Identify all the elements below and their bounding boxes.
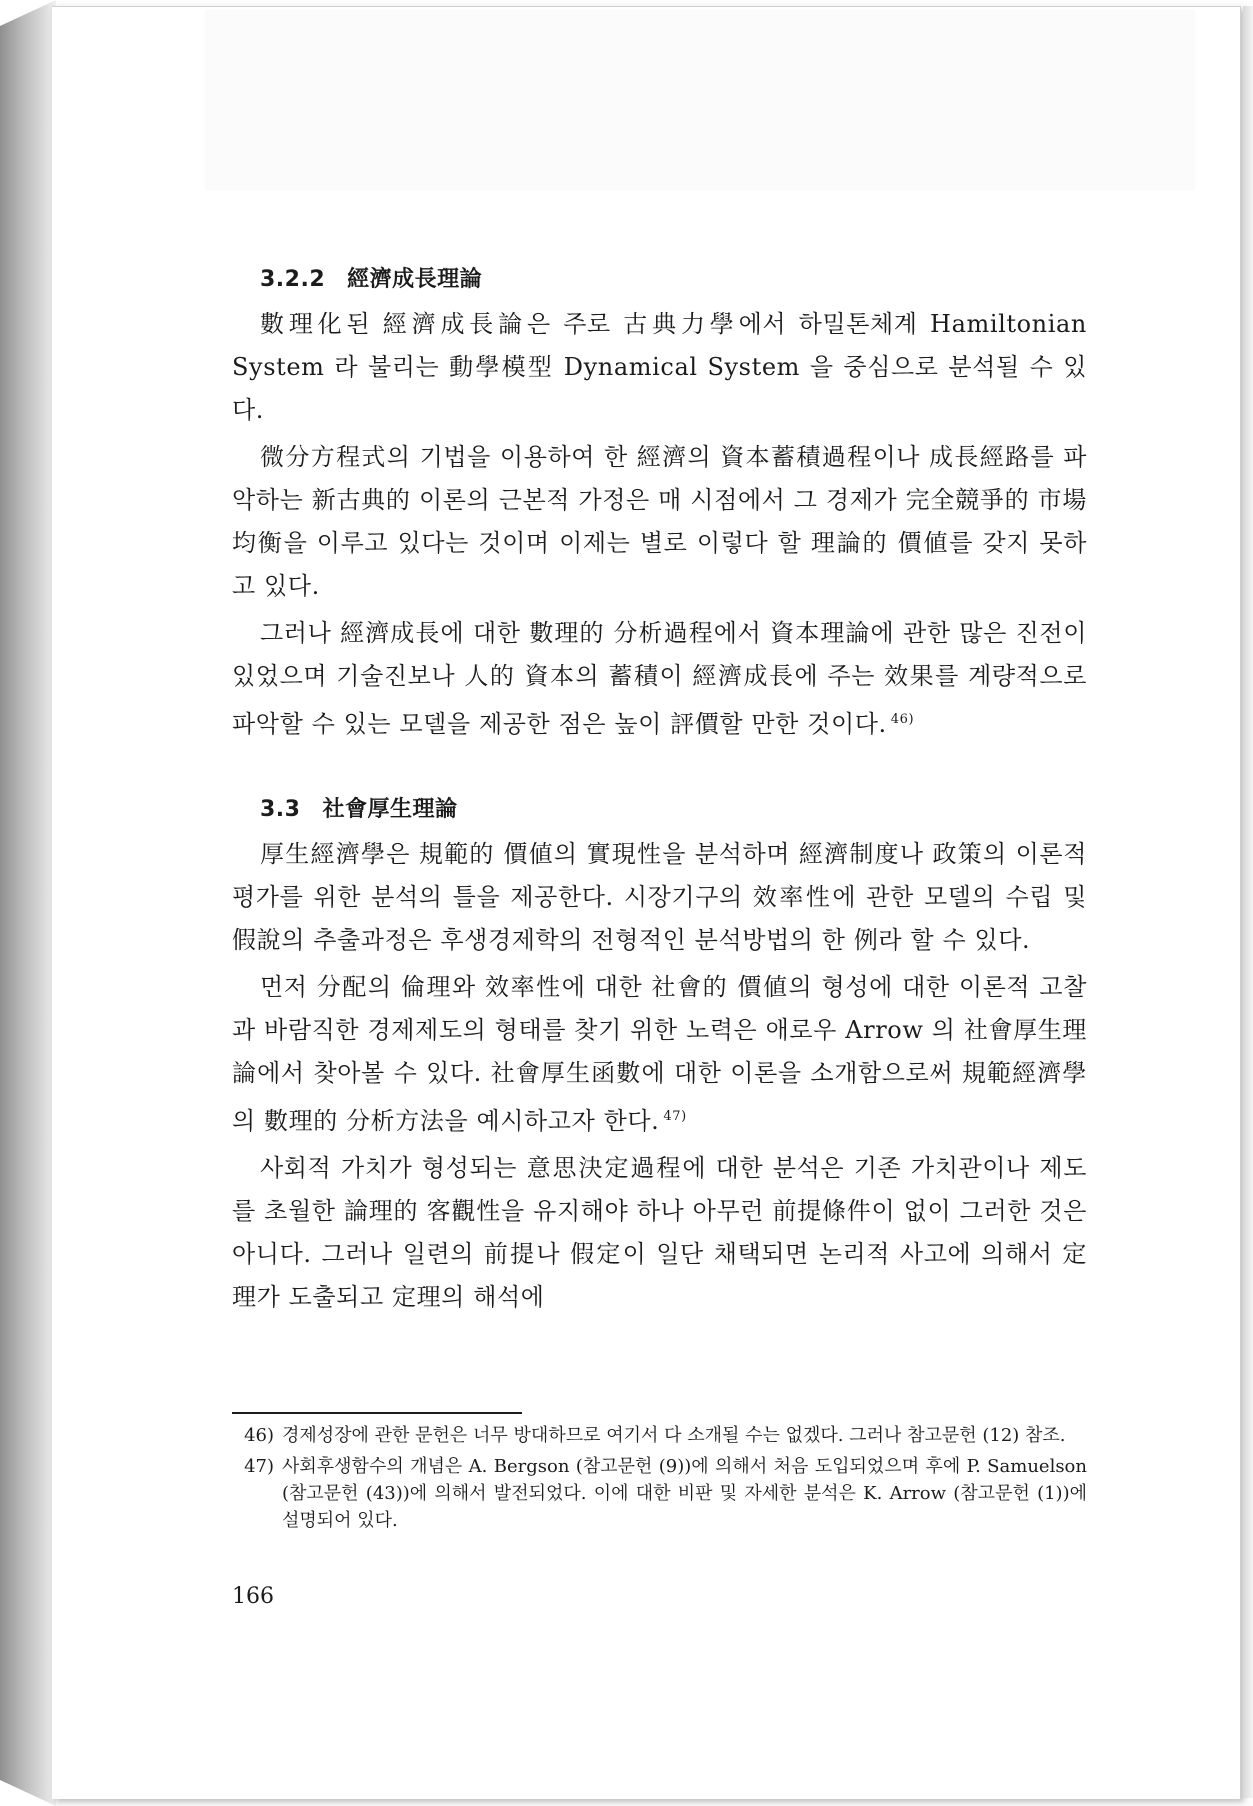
footnote-number: 47) bbox=[244, 1456, 274, 1477]
paragraph: 사회적 가치가 형성되는 意思決定過程에 대한 분석은 기존 가치관이나 제도를 초월한 論理的 客觀性을 유지해야 하나 아무런 前提條件이 없이 그러한 것은 아니다. 그러나 일련의 前提나 假定이 일단 채택되면 논리적 사고에 의해서 定理가 도출되고 定理의 해석에 bbox=[232, 1154, 1087, 1311]
section-heading-3-3 bbox=[260, 792, 1087, 823]
page-number: 166 bbox=[232, 1584, 274, 1609]
page-edge bbox=[1243, 6, 1253, 1798]
footnote-ref-47[interactable]: 47) bbox=[663, 1109, 687, 1124]
footnote-text: 사회후생함수의 개념은 A. Bergson (참고문헌 (9))에 의해서 처음 도입되었으며 후에 P. Samuelson (참고문헌 (43))에 의해서 발전되었다. 이에 대한 비판 및 자세한 분석은 K. Arrow (참고문헌 (1))에 설명되어 있다. bbox=[282, 1456, 1087, 1531]
paragraph-text: 그러나 經濟成長에 대한 數理的 分析過程에서 資本理論에 관한 많은 진전이 있었으며 기술진보나 人的 資本의 蓄積이 經濟成長에 주는 效果를 계량적으로 파악할 수 있는 모델을 제공한 점은 높이 評價할 만한 것이다. bbox=[232, 619, 1087, 738]
paragraph bbox=[232, 612, 1087, 746]
paragraph: 厚生經濟學은 規範的 價値의 實現性을 분석하며 經濟制度나 政策의 이론적 평가를 위한 분석의 틀을 제공한다. 시장기구의 效率性에 관한 모델의 수립 및 假說의 추출과정은 후생경제학의 전형적인 분석방법의 한 例라 할 수 있다. bbox=[232, 840, 1087, 954]
section-title: 社會厚生理論 bbox=[322, 797, 458, 822]
main-text bbox=[232, 262, 1087, 1319]
footnote-text: 경제성장에 관한 문헌은 너무 방대하므로 여기서 다 소개될 수는 없겠다. 그러나 참고문헌 (12) 참조. bbox=[282, 1425, 1066, 1446]
paragraph: 微分方程式의 기법을 이용하여 한 經濟의 資本蓄積過程이나 成長經路를 파악하는 新古典的 이론의 근본적 가정은 매 시점에서 그 경제가 完全競爭的 市場均衡을 이루고 있다는 것이며 이제는 별로 이렇다 할 理論的 價値를 갖지 못하고 있다. bbox=[232, 443, 1088, 600]
spine-corner-top bbox=[0, 0, 56, 26]
footnote-number: 46) bbox=[244, 1425, 274, 1446]
footnote-ref-46[interactable]: 46) bbox=[890, 712, 915, 727]
paragraph-text: 먼저 分配의 倫理와 效率性에 대한 社會的 價値의 형성에 대한 이론적 고찰과 바람직한 경제제도의 형태를 찾기 위한 노력은 애로우 Arrow 의 社會厚生理論에서 찾아볼 수 있다. 社會厚生函數에 대한 이론을 소개함으로써 規範經濟學의 數理的 分析方法을 예시하고자 한다. bbox=[232, 973, 1087, 1135]
section-heading-3-2-2 bbox=[260, 262, 1087, 293]
book-spine-shadow bbox=[0, 0, 56, 1806]
footnote-47 bbox=[232, 1453, 1087, 1534]
paragraph bbox=[232, 966, 1087, 1143]
page-header-area bbox=[205, 10, 1195, 190]
paragraph: 數理化된 經濟成長論은 주로 古典力學에서 하밀톤체계 Hamiltonian System 라 불리는 動學模型 Dynamical System 을 중심으로 분석될 수 있다. bbox=[232, 310, 1087, 424]
footnotes bbox=[232, 1412, 1087, 1538]
footnote-46 bbox=[232, 1422, 1087, 1449]
section-number: 3.3 bbox=[260, 797, 301, 822]
spine-corner-bottom bbox=[0, 1780, 56, 1806]
section-title: 經濟成長理論 bbox=[347, 267, 483, 292]
footnote-divider bbox=[232, 1412, 522, 1414]
section-number: 3.2.2 bbox=[260, 267, 326, 292]
